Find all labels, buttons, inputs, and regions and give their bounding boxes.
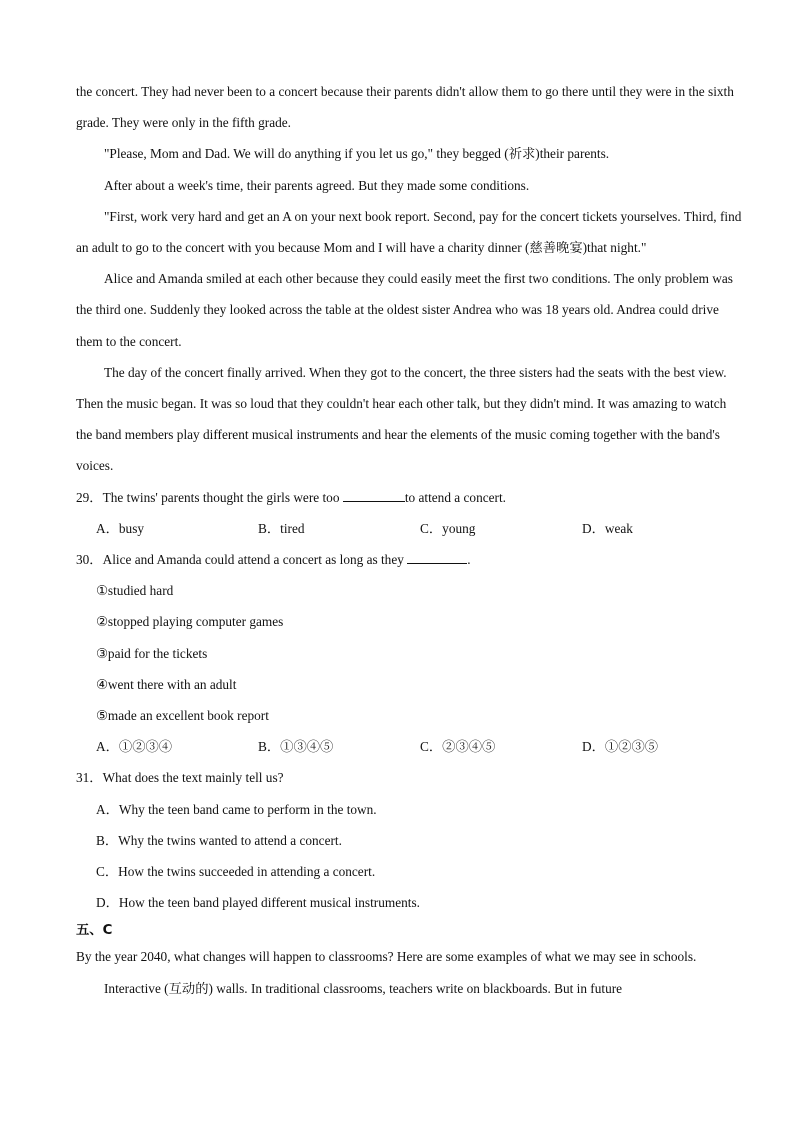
option-b: B．①③④⑤	[258, 739, 334, 755]
option-d: D．How the teen band played different musical instruments.	[96, 895, 420, 911]
condition-item: ③paid for the tickets	[96, 645, 208, 661]
option-a: A．busy	[96, 520, 145, 536]
question-29	[76, 482, 742, 513]
option-b: B．tired	[258, 520, 305, 536]
paragraph: The day of the concert finally arrived. When they got to the concert, the three sisters had the seats with the best view. Then the music began. It was so loud that they couldn't hear each other talk, but they didn't mind. It was amazing to watch the band members play different musical instruments and hear the elements of the music coming together with the band's voices.	[76, 364, 727, 474]
condition-item: ④went there with an adult	[96, 676, 237, 692]
document-page	[76, 76, 742, 1004]
option-a: A．Why the teen band came to perform in the town.	[96, 801, 377, 817]
question-29-options	[76, 513, 742, 544]
option-c: C．②③④⑤	[420, 739, 496, 755]
condition-item: ①studied hard	[96, 583, 174, 599]
condition-item: ⑤made an excellent book report	[96, 708, 269, 724]
option-c: C．young	[420, 520, 476, 536]
condition-item: ②stopped playing computer games	[96, 614, 284, 630]
answer-blank	[343, 489, 405, 502]
question-31: 31．What does the text mainly tell us?	[76, 770, 284, 786]
answer-blank	[407, 551, 467, 564]
question-stem: 29．The twins' parents thought the girls were too	[76, 489, 343, 505]
question-stem-end: to attend a concert.	[404, 489, 506, 505]
option-a: A．①②③④	[96, 739, 173, 755]
option-c: C．How the twins succeeded in attending a concert.	[96, 864, 376, 880]
question-30-options	[76, 731, 742, 762]
option-d: D．①②③⑤	[582, 739, 659, 755]
paragraph: "First, work very hard and get an A on your next book report. Second, pay for the concert tickets yourselves. Third, find an adult to go to the concert with you because Mom and I will have a charity dinner (慈善晚宴)that night."	[76, 208, 742, 256]
paragraph: Alice and Amanda smiled at each other because they could easily meet the first two conditions. The only problem was the third one. Suddenly they looked across the table at the oldest sister Andrea who was 18 years old. Andrea could drive them to the concert.	[76, 271, 733, 349]
question-30	[76, 544, 742, 575]
paragraph: Interactive (互动的) walls. In traditional classrooms, teachers write on blackboards. But in future	[104, 980, 623, 996]
section-heading: 五、C	[76, 923, 113, 939]
option-b: B．Why the twins wanted to attend a concert.	[96, 832, 342, 848]
paragraph: "Please, Mom and Dad. We will do anything if you let us go," they begged (祈求)their parents.	[104, 146, 610, 162]
option-d: D．weak	[582, 520, 633, 536]
question-stem: 30．Alice and Amanda could attend a concert as long as they	[76, 552, 408, 568]
paragraph: the concert. They had never been to a concert because their parents didn't allow them to go there until they were in the sixth grade. They were only in the fifth grade.	[76, 84, 734, 131]
paragraph: By the year 2040, what changes will happen to classrooms? Here are some examples of what we may see in schools.	[76, 949, 697, 965]
paragraph: After about a week's time, their parents agreed. But they made some conditions.	[104, 177, 530, 193]
question-stem-end: .	[467, 552, 471, 568]
